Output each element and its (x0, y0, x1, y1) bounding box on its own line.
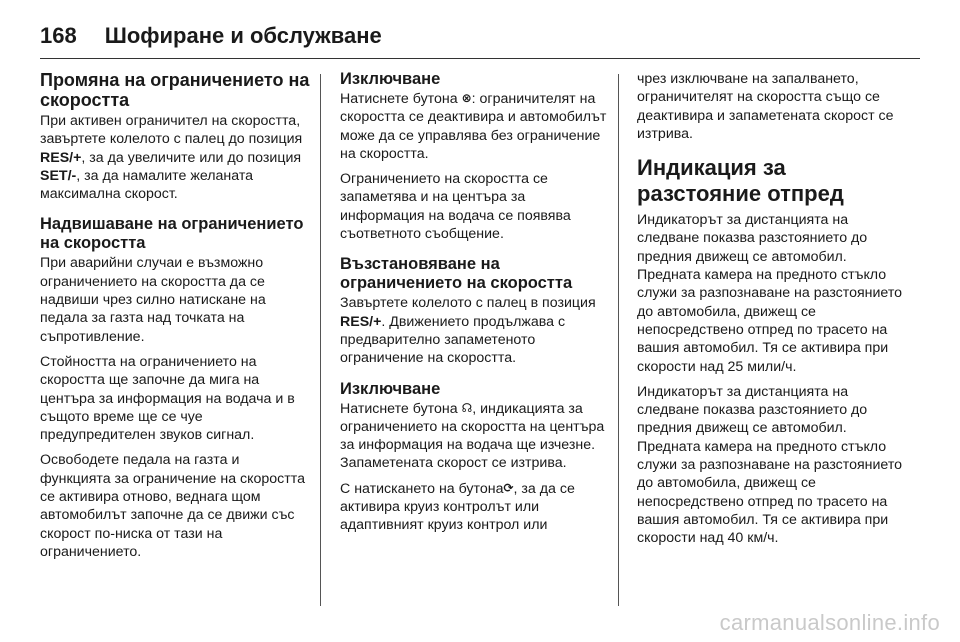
heading-off-2: Изключване (340, 379, 441, 398)
paragraph-blink: Стойността на ограничението на скоростта ще започне да мига на центъра за информация на водача и в същото време ще се чуе предупредителен звуков сигнал. (40, 353, 295, 444)
text-span: Натиснете бутона (340, 91, 462, 107)
paragraph-distance-1: Индикаторът за дистанцията на следване показва разстоянието до предния движещ се автомобил. Предната камера на предното стъкло служи за разпознаване на разстоянието до автомобила, движещ се непосредствено отпред по трасето на вашия автомобил. Тя се активира при скорости над 25 мили/ч. (637, 212, 903, 375)
heading-distance-indication: Индикация за разстояние отпред (637, 155, 844, 207)
text-span: , за да намалите желаната максимална скорост. (40, 167, 254, 203)
text-span: , за да се активира круиз контролът или адаптивният круиз контрол или (340, 480, 575, 534)
column-divider-1 (320, 74, 321, 606)
column-3 (637, 70, 912, 555)
paragraph-speed-change (40, 112, 312, 203)
column-divider-2 (618, 74, 619, 606)
page-header (40, 14, 920, 58)
page-number: 168 (40, 23, 77, 48)
text-span: Натиснете бутона (340, 400, 462, 417)
text-span: С натискането на бутона (340, 480, 504, 497)
watermark: carmanualsonline.info (719, 610, 940, 635)
res-plus-label: RES/+ (40, 149, 82, 166)
heading-off: Изключване (340, 70, 441, 88)
text-span: , за да увеличите или до позиция (81, 149, 302, 166)
text-span: : ограничителят на скоростта се деактивира и автомобилът може да се управлява без ограничение на скоростта. (340, 91, 607, 162)
set-minus-label: SET/- (40, 167, 77, 184)
paragraph-override: При аварийни случаи е възможно ограничението на скоростта да се надвиши чрез силно натискане на педала за газта над точката на съпротивление. (40, 255, 266, 345)
text-span: Завъртете колелото с палец в позиция (340, 295, 596, 312)
paragraph-off-3 (340, 480, 612, 535)
paragraph-off-2 (340, 400, 612, 473)
text-span: , индикацията за ограничението на скоростта на центъра за информация на водача ще изчезне. Запаметената скорост се изтрива. (340, 400, 605, 472)
text-span: . Движението продължава с предварително запаметеното ограничение на скоростта. (340, 313, 566, 367)
paragraph-off (340, 90, 612, 163)
limiter-icon: ☊ (461, 400, 473, 415)
page-title: Шофиране и обслужване (104, 23, 382, 48)
column-2 (340, 70, 612, 542)
header-divider (40, 58, 920, 59)
paragraph-distance-2: Индикаторът за дистанцията на следване показва разстоянието до предния движещ се автомобил. Предната камера на предното стъкло служи за разпознаване на разстоянието до автомобила, движещ се непосредствено отпред по трасето на вашия автомобил. Тя се активира при скорости над 40 км/ч. (637, 383, 903, 547)
heading-speed-change: Промяна на ограничението на скоростта (40, 70, 310, 110)
paragraph-continued: чрез изключване на запалването, ограничителят на скоростта също се деактивира и запаметената скорост се изтрива. (637, 71, 894, 142)
heading-resume: Възстановяване на ограничението на скоростта (340, 255, 573, 293)
column-1 (40, 70, 312, 568)
paragraph-release: Освободете педала на газта и функцията за ограничение на скоростта се активира отново, веднага щом автомобилът започне да се движи със скорост по-ниска от тази на ограничението. (40, 452, 305, 560)
paragraph-stored: Ограничението на скоростта се запаметява и на центъра за информация на водача се появява съответното съобщение. (340, 171, 571, 243)
res-plus-label: RES/+ (340, 313, 382, 330)
paragraph-resume (340, 294, 612, 367)
cruise-control-icon: ⟳ (503, 480, 514, 495)
limiter-off-icon: ⊗ (461, 91, 472, 105)
text-span: При активен ограничител на скоростта, завъртете колелото с палец до позиция (40, 113, 303, 148)
heading-override: Надвишаване на ограничението на скоростта (40, 215, 304, 253)
